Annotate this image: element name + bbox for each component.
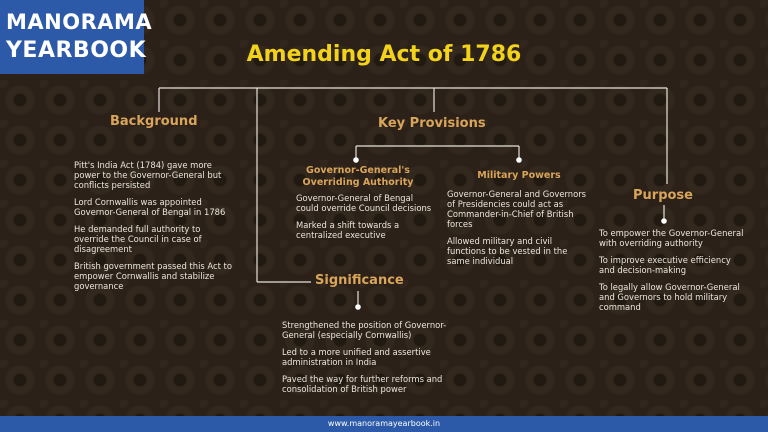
background-list	[74, 160, 236, 298]
overriding-item: Governor-General of Bengal could override Council decisions	[296, 193, 432, 213]
significance-item: Paved the way for further reforms and consolidation of British power	[282, 374, 443, 394]
significance-heading: Significance	[315, 273, 404, 288]
background-item: Lord Cornwallis was appointed Governor-General of Bengal in 1786	[74, 197, 226, 217]
purpose-item: To legally allow Governor-General and Governors to hold military command	[599, 282, 740, 312]
military-item: Allowed military and civil functions to be vested in the same individual	[447, 236, 568, 266]
background-item: He demanded full authority to override the Council in case of disagreement	[74, 224, 202, 254]
purpose-list	[599, 228, 749, 319]
significance-item: Led to a more unified and assertive administration in India	[282, 347, 431, 367]
military-item: Governor-General and Governors of Presidencies could act as Commander-in-Chief of British forces	[447, 189, 587, 229]
background-item: British government passed this Act to empower Cornwallis and stabilize governance	[74, 261, 232, 291]
page-title: Amending Act of 1786	[246, 42, 522, 67]
purpose-item: To improve executive efficiency and decision-making	[599, 255, 731, 275]
overriding-authority-heading: Governor-General's Overriding Authority	[302, 165, 414, 188]
footer-url[interactable]: www.manoramayearbook.in	[0, 416, 768, 432]
background-heading: Background	[110, 114, 198, 129]
purpose-item: To empower the Governor-General with overriding authority	[599, 228, 744, 248]
significance-item: Strengthened the position of Governor-General (especially Cornwallis)	[282, 320, 447, 340]
logo-line-2: YEARBOOK	[6, 38, 147, 63]
key-provisions-heading: Key Provisions	[378, 116, 486, 131]
military-powers-heading: Military Powers	[477, 170, 561, 181]
purpose-heading: Purpose	[633, 188, 693, 203]
significance-list	[282, 320, 454, 401]
military-powers-list	[447, 189, 589, 273]
overriding-authority-list	[296, 193, 438, 247]
background-item: Pitt's India Act (1784) gave more power to the Governor-General but conflicts persisted	[74, 160, 222, 190]
overriding-item: Marked a shift towards a centralized executive	[296, 220, 400, 240]
logo-line-1: MANORAMA	[6, 10, 153, 34]
